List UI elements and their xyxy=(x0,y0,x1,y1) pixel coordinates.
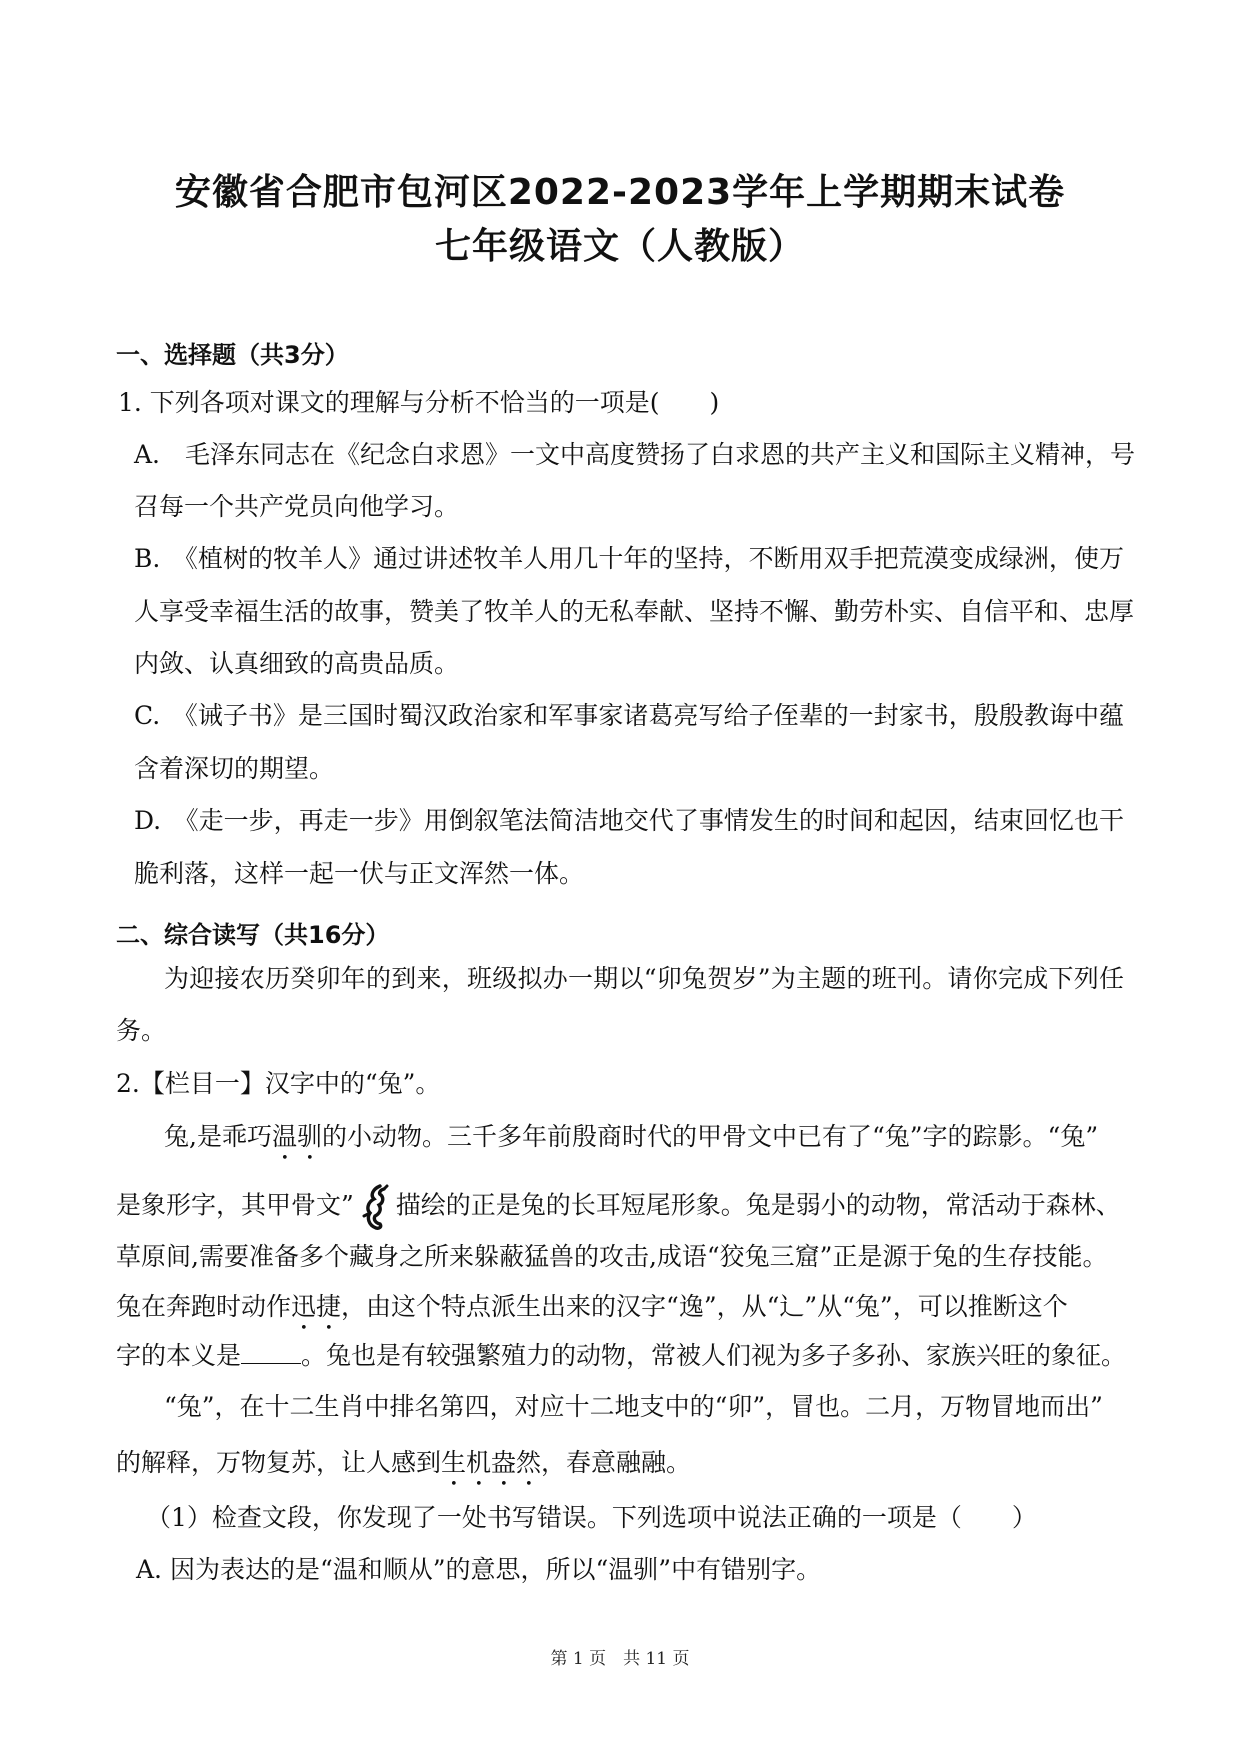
passage-line7 xyxy=(116,1448,691,1492)
q1-option-a-line1: A. 毛泽东同志在《纪念白求恩》一文中高度赞扬了白求恩的共产主义和国际主义精神，号 xyxy=(134,440,1136,469)
q1-option-b-line1: B. 《植树的牧羊人》通过讲述牧羊人用几十年的坚持，不断用双手把荒漠变成绿洲，使万 xyxy=(134,544,1124,573)
passage-line2-a: 是象形字，其甲骨文” xyxy=(116,1190,354,1220)
q1-option-c-line2: 含着深切的期望。 xyxy=(134,754,335,783)
passage-line1-a: 兔,是乖巧 xyxy=(164,1122,272,1151)
passage-line7-a: 的解释，万物复苏，让人感到 xyxy=(116,1448,442,1477)
passage-line1 xyxy=(164,1122,1124,1166)
passage-line4-a: 兔在奔跑时动作 xyxy=(116,1292,292,1321)
oracle-bone-rabbit-icon xyxy=(358,1183,392,1231)
passage-line2-b: 描绘的正是兔的长耳短尾形象。兔是弱小的动物，常活动于森林、 xyxy=(395,1190,1121,1220)
passage-line2 xyxy=(116,1183,1121,1231)
passage-line3: 草原间,需要准备多个藏身之所来躲蔽猛兽的攻击,成语“狡兔三窟”正是源于兔的生存技能。 xyxy=(116,1242,1108,1271)
emphasis-xunjie: 迅捷 xyxy=(291,1292,342,1321)
exam-subtitle: 七年级语文（人教版） xyxy=(434,226,805,267)
sub-question-1-option-a: A. 因为表达的是“温和顺从”的意思，所以“温驯”中有错别字。 xyxy=(136,1555,822,1584)
section2-intro-line2: 务。 xyxy=(116,1016,167,1045)
q1-stem: 1. 下列各项对课文的理解与分析不恰当的一项是( ) xyxy=(118,388,720,417)
answer-blank[interactable] xyxy=(241,1345,301,1364)
exam-title: 安徽省合肥市包河区2022-2023学年上学期期末试卷 xyxy=(174,172,1066,213)
sub-question-1: （1）检查文段，你发现了一处书写错误。下列选项中说法正确的一项是（ ） xyxy=(146,1503,1037,1532)
section2-intro-line1: 为迎接农历癸卯年的到来，班级拟办一期以“卯兔贺岁”为主题的班刊。请你完成下列任 xyxy=(164,964,1124,993)
q2-label: 2.【栏目一】汉字中的“兔”。 xyxy=(116,1069,441,1098)
passage-line4-b: ，由这个特点派生出来的汉字“逸”，从“辶”从“兔”，可以推断这个 xyxy=(341,1292,1068,1321)
passage-line1-b: 的小动物。三千多年前殷商时代的甲骨文中已有了“兔”字的踪影。“兔” xyxy=(321,1122,1099,1151)
q1-option-b-line2: 人享受幸福生活的故事，赞美了牧羊人的无私奉献、坚持不懈、勤劳朴实、自信平和、忠厚 xyxy=(134,597,1135,626)
section1-heading: 一、选择题（共3分） xyxy=(116,341,349,369)
q1-option-d-line2: 脆利落，这样一起一伏与正文浑然一体。 xyxy=(134,859,585,888)
passage-line5-b: 。兔也是有较强繁殖力的动物，常被人们视为多子多孙、家族兴旺的象征。 xyxy=(301,1341,1127,1370)
q1-option-b-line3: 内敛、认真细致的高贵品质。 xyxy=(134,649,460,678)
passage-line4 xyxy=(116,1292,1068,1336)
passage-line6: “兔”，在十二生肖中排名第四，对应十二地支中的“卯”，冒也。二月，万物冒地而出” xyxy=(164,1392,1103,1421)
passage-line5-a: 字的本义是 xyxy=(116,1341,242,1370)
emphasis-shengjiangran: 生机盎然 xyxy=(441,1448,542,1477)
section2-heading: 二、综合读写（共16分） xyxy=(116,921,390,949)
q1-option-a-line2: 召每一个共产党员向他学习。 xyxy=(134,492,460,521)
q1-option-d-line1: D. 《走一步，再走一步》用倒叙笔法简洁地交代了事情发生的时间和起因，结束回忆也干 xyxy=(134,806,1124,835)
passage-line7-b: ，春意融融。 xyxy=(541,1448,692,1477)
q1-option-c-line1: C. 《诫子书》是三国时蜀汉政治家和军事家诸葛亮写给子侄辈的一封家书，殷殷教诲中蕴 xyxy=(134,701,1124,730)
emphasis-wenxun: 温驯 xyxy=(271,1122,322,1151)
passage-line5 xyxy=(116,1343,1126,1368)
page-footer: 第 1 页 共 11 页 xyxy=(550,1649,690,1669)
